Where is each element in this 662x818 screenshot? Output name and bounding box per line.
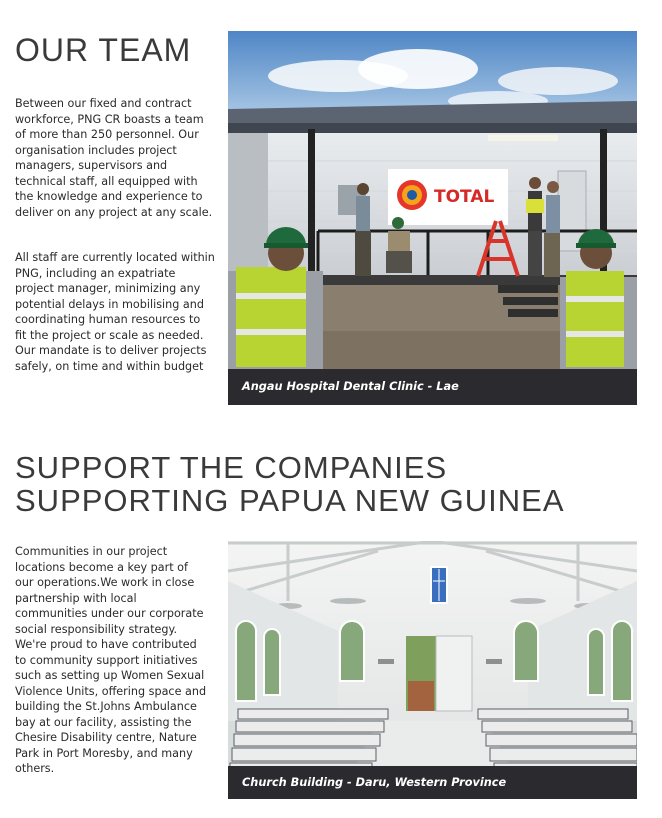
dental-clinic-illustration [228, 31, 637, 405]
team-paragraph-workforce: Between our fixed and contract workforce, PNG CR boasts a team of more than 250 personnel. Our organisation includes project managers, supervisors and technical staff, all equipped with the knowledge and experience to deliver on any project at any scale. [15, 97, 213, 219]
total-banner-text: TOTAL [434, 187, 495, 207]
church-photo [228, 541, 637, 799]
support-paragraph: Communities in our project locations become a key part of our operations.We work in close partnership with local communities under our corporate social responsibility strategy. We're proud to have contributed to community support initiatives such as setting up Women Sexual Violence Units, offering space and building the St.Johns Ambulance bay at our facility, assisting the Chesire Disability centre, Nature Park in Port Moresby, and many others. [15, 545, 207, 775]
dental-clinic-photo [228, 31, 637, 405]
church-illustration [228, 541, 637, 799]
support-heading-line1: SUPPORT THE COMPANIES [15, 450, 448, 485]
team-paragraph-staff-location: All staff are currently located within PNG, including an expatriate project manager, minimizing any potential delays in mobilising and coordinating human resources to fit the project or scale as needed. Our mandate is to deliver projects safely, on time and within budget [15, 251, 215, 373]
church-caption: Church Building - Daru, Western Province [228, 766, 637, 799]
dental-clinic-caption: Angau Hospital Dental Clinic - Lae [228, 369, 637, 405]
support-heading [15, 451, 565, 518]
our-team-heading: OUR TEAM [15, 32, 192, 68]
support-heading-line2: SUPPORTING PAPUA NEW GUINEA [15, 483, 565, 519]
